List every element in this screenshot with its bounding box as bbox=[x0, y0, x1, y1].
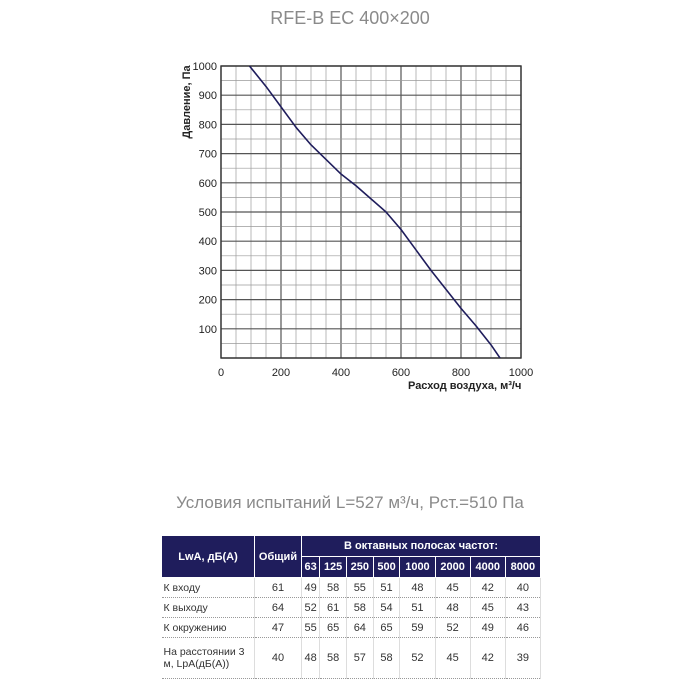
header-total: Общий bbox=[255, 536, 302, 578]
octave-cell: 42 bbox=[470, 578, 505, 598]
tick-labels bbox=[193, 61, 534, 379]
octave-cell: 59 bbox=[400, 618, 435, 638]
row-label: К входу bbox=[162, 578, 255, 598]
octave-cell: 65 bbox=[373, 618, 400, 638]
octave-cell: 48 bbox=[435, 598, 470, 618]
table-body bbox=[162, 578, 541, 679]
total-cell: 61 bbox=[255, 578, 302, 598]
y-tick-label: 900 bbox=[198, 90, 217, 103]
test-conditions: Условия испытаний L=527 м³/ч, Pст.=510 Па bbox=[176, 493, 524, 512]
y-tick-label: 600 bbox=[198, 177, 217, 190]
octave-cell: 61 bbox=[320, 598, 347, 618]
fan-curve-line bbox=[250, 66, 517, 383]
row-label: К выходу bbox=[162, 598, 255, 618]
y-tick-label: 800 bbox=[198, 119, 217, 132]
y-axis-label: Давление, Па bbox=[181, 65, 193, 139]
x-tick-label: 400 bbox=[331, 367, 351, 379]
octave-cell: 55 bbox=[346, 578, 373, 598]
frequency-header: 4000 bbox=[470, 557, 505, 578]
octave-cell: 58 bbox=[346, 598, 373, 618]
chart-title: RFE-B EC 400×200 bbox=[270, 8, 430, 28]
octave-cell: 58 bbox=[373, 638, 400, 679]
octave-cell: 58 bbox=[320, 578, 347, 598]
octave-cell: 49 bbox=[470, 618, 505, 638]
octave-cell: 45 bbox=[470, 598, 505, 618]
y-tick-label: 1000 bbox=[192, 61, 217, 73]
total-cell: 47 bbox=[255, 618, 302, 638]
frequency-header: 63 bbox=[302, 557, 320, 578]
x-tick-label: 800 bbox=[451, 367, 471, 379]
octave-cell: 51 bbox=[400, 598, 435, 618]
x-tick-label: 200 bbox=[271, 367, 291, 379]
x-tick-label: 1000 bbox=[508, 367, 534, 379]
y-tick-label: 700 bbox=[198, 148, 217, 161]
octave-cell: 51 bbox=[373, 578, 400, 598]
octave-cell: 58 bbox=[320, 638, 347, 679]
octave-cell: 45 bbox=[435, 638, 470, 679]
x-tick-label: 0 bbox=[217, 367, 225, 379]
octave-cell: 55 bbox=[302, 618, 320, 638]
chart-grid bbox=[221, 66, 521, 358]
y-tick-label: 200 bbox=[198, 294, 217, 307]
octave-cell: 45 bbox=[435, 578, 470, 598]
octave-cell: 52 bbox=[400, 638, 435, 679]
table-row bbox=[162, 618, 541, 638]
header-lwa: LwA, дБ(А) bbox=[162, 536, 255, 578]
frequency-header: 1000 bbox=[400, 557, 435, 578]
octave-cell: 52 bbox=[302, 598, 320, 618]
octave-cell: 57 bbox=[346, 638, 373, 679]
curve-group bbox=[250, 66, 517, 383]
octave-cell: 43 bbox=[505, 598, 540, 618]
frequency-header: 125 bbox=[320, 557, 347, 578]
octave-cell: 42 bbox=[470, 638, 505, 679]
x-tick-label: 600 bbox=[391, 367, 411, 379]
octave-cell: 52 bbox=[435, 618, 470, 638]
row-label: К окружению bbox=[162, 618, 255, 638]
y-tick-label: 500 bbox=[198, 207, 217, 219]
octave-cell: 48 bbox=[302, 638, 320, 679]
frequency-header: 8000 bbox=[505, 557, 540, 578]
octave-cell: 46 bbox=[505, 618, 540, 638]
octave-cell: 54 bbox=[373, 598, 400, 618]
y-tick-label: 300 bbox=[198, 265, 217, 278]
row-label: На расстоянии 3 м, LpA(дБ(А)) bbox=[162, 638, 255, 679]
table-row bbox=[162, 598, 541, 618]
header-octave: В октавных полосах частот: bbox=[302, 536, 541, 557]
octave-cell: 65 bbox=[320, 618, 347, 638]
octave-cell: 39 bbox=[505, 638, 540, 679]
octave-cell: 49 bbox=[302, 578, 320, 598]
table-row bbox=[162, 578, 541, 598]
octave-cell: 48 bbox=[400, 578, 435, 598]
noise-table bbox=[161, 535, 541, 679]
frequency-header: 500 bbox=[373, 557, 400, 578]
table-row bbox=[162, 638, 541, 679]
frequency-header: 2000 bbox=[435, 557, 470, 578]
octave-cell: 64 bbox=[346, 618, 373, 638]
y-tick-label: 100 bbox=[198, 323, 217, 336]
frequency-header: 250 bbox=[346, 557, 373, 578]
total-cell: 40 bbox=[255, 638, 302, 679]
x-axis-label: Расход воздуха, м³/ч bbox=[408, 380, 522, 392]
total-cell: 64 bbox=[255, 598, 302, 618]
octave-cell: 40 bbox=[505, 578, 540, 598]
y-tick-label: 400 bbox=[198, 236, 217, 249]
